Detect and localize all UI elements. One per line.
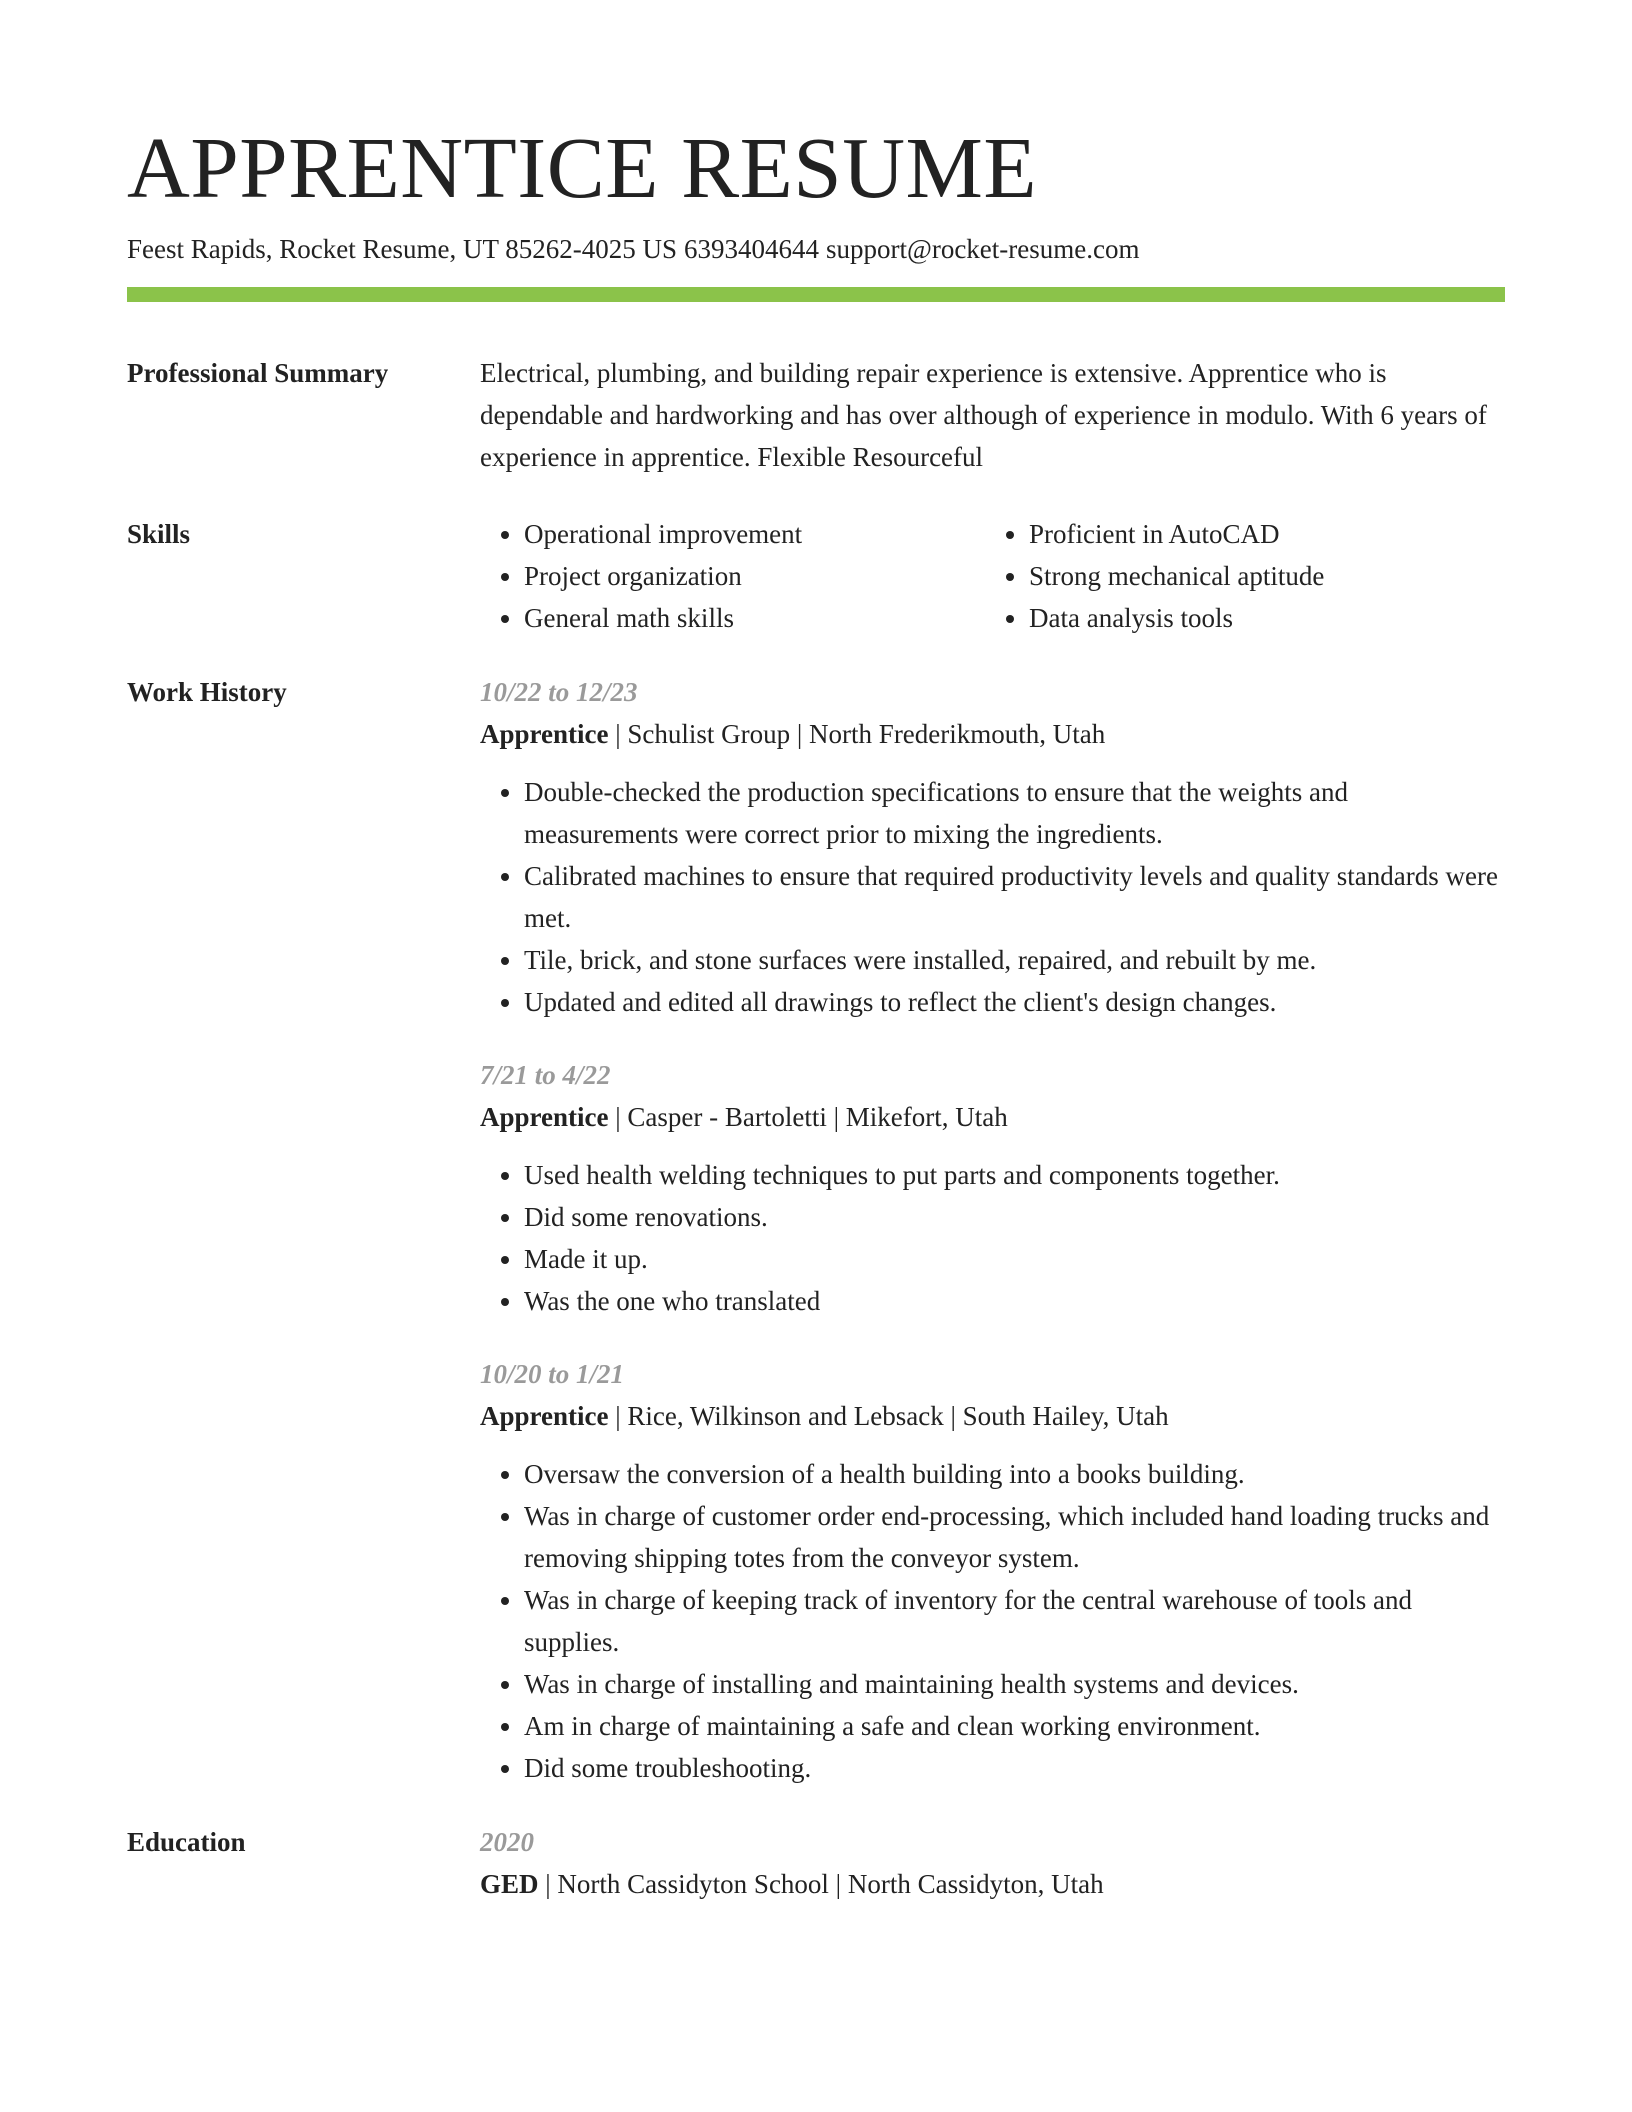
skill-item: • General math skills [524, 597, 985, 639]
job-details: | Casper - Bartoletti | Mikefort, Utah [608, 1102, 1008, 1132]
skill-item: • Project organization [524, 555, 985, 597]
contact-address: Feest Rapids, Rocket Resume, UT 85262-4025 US [127, 234, 677, 264]
job-bullets [480, 771, 1505, 1023]
skills-label: Skills [127, 519, 191, 549]
job-dates: 10/20 to 1/21 [480, 1359, 625, 1389]
job-entry [480, 1054, 1505, 1322]
education-date: 2020 [480, 1827, 534, 1857]
work-history-section [127, 671, 1505, 1789]
job-bullet: • Am in charge of maintaining a safe and clean working environment. [524, 1705, 1505, 1747]
education-label: Education [127, 1827, 246, 1857]
job-role-line [480, 713, 1505, 755]
job-bullet: • Tile, brick, and stone surfaces were installed, repaired, and rebuilt by me. [524, 939, 1505, 981]
skill-item: • Operational improvement [524, 513, 985, 555]
job-bullet: • Was in charge of customer order end-processing, which included hand loading trucks and removing shipping totes from the conveyor system. [524, 1495, 1505, 1579]
job-bullet: • Was the one who translated [524, 1280, 1505, 1322]
job-title: Apprentice [480, 1102, 609, 1132]
skills-grid [480, 513, 1505, 639]
job-bullet: • Double-checked the production specifications to ensure that the weights and measurements were correct prior to mixing the ingredients. [524, 771, 1505, 855]
job-bullet: • Was in charge of keeping track of inventory for the central warehouse of tools and supplies. [524, 1579, 1505, 1663]
job-title: Apprentice [480, 1401, 609, 1431]
education-degree: GED [480, 1869, 539, 1899]
education-body [480, 1821, 1505, 1905]
education-line [480, 1863, 1505, 1905]
skill-item: • Proficient in AutoCAD [1029, 513, 1490, 555]
job-bullet: • Updated and edited all drawings to reflect the client's design changes. [524, 981, 1505, 1023]
contact-phone: 6393404644 [683, 234, 819, 264]
job-bullet: • Used health welding techniques to put parts and components together. [524, 1154, 1505, 1196]
job-bullet: • Made it up. [524, 1238, 1505, 1280]
job-bullet: • Did some renovations. [524, 1196, 1505, 1238]
resume-title: APPRENTICE RESUME [127, 119, 1038, 216]
contact-email: support@rocket-resume.com [825, 234, 1140, 264]
job-role-line [480, 1096, 1505, 1138]
summary-text: Electrical, plumbing, and building repair experience is extensive. Apprentice who is dependable and hardworking and has over although of experience in modulo. With 6 years of experience in apprentice. Flexible Resourceful [480, 358, 1487, 472]
contact-line [127, 231, 1505, 267]
accent-divider [127, 287, 1505, 302]
job-title: Apprentice [480, 719, 609, 749]
job-role-line [480, 1395, 1505, 1437]
job-bullet: • Oversaw the conversion of a health building into a books building. [524, 1453, 1505, 1495]
skills-body [480, 513, 1505, 639]
job-bullets [480, 1453, 1505, 1789]
skill-item: • Strong mechanical aptitude [1029, 555, 1490, 597]
job-bullets [480, 1154, 1505, 1322]
job-bullet: • Calibrated machines to ensure that required productivity levels and quality standards were met. [524, 855, 1505, 939]
job-bullet: • Was in charge of installing and maintaining health systems and devices. [524, 1663, 1505, 1705]
work-history-body [480, 671, 1505, 1789]
job-bullet: • Did some troubleshooting. [524, 1747, 1505, 1789]
job-dates: 7/21 to 4/22 [480, 1060, 611, 1090]
job-details: | Schulist Group | North Frederikmouth, Utah [608, 719, 1106, 749]
education-details: | North Cassidyton School | North Cassidyton, Utah [538, 1869, 1104, 1899]
summary-label: Professional Summary [127, 358, 389, 388]
job-dates: 10/22 to 12/23 [480, 677, 638, 707]
skills-section [127, 513, 1505, 639]
summary-section [127, 352, 1505, 478]
job-entry [480, 671, 1505, 1023]
education-section [127, 1821, 1505, 1905]
skills-column-left [480, 513, 985, 639]
job-details: | Rice, Wilkinson and Lebsack | South Hailey, Utah [608, 1401, 1169, 1431]
skills-column-right [985, 513, 1490, 639]
skill-item: • Data analysis tools [1029, 597, 1490, 639]
job-entry [480, 1353, 1505, 1789]
work-history-label: Work History [127, 677, 287, 707]
